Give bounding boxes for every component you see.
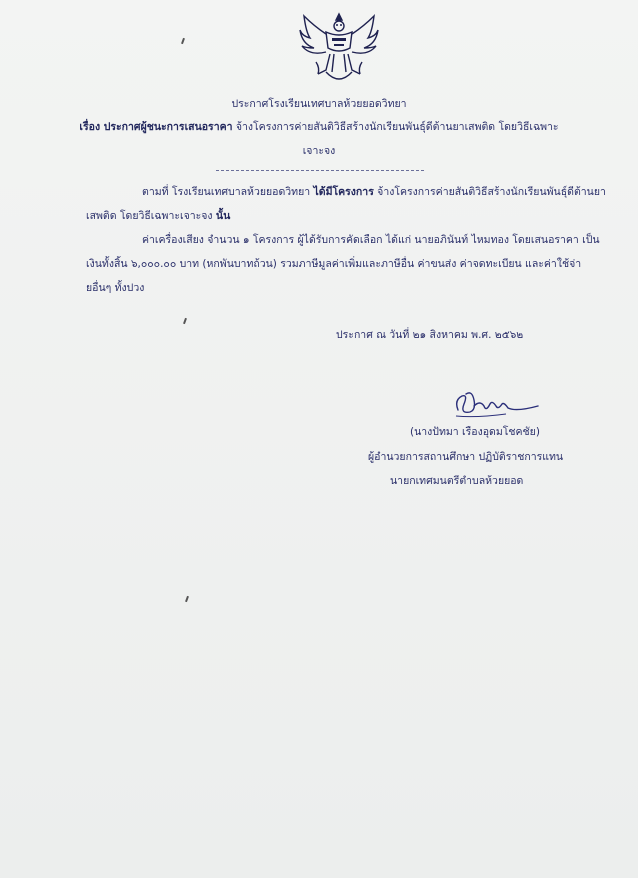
scan-speck (185, 596, 189, 602)
paragraph-2-line-2: เงินทั้งสิ้น ๖,๐๐๐.๐๐ บาท (หกพันบาทถ้วน) รวมภาษีมูลค่าเพิ่มและภาษีอื่น ค่าขนส่ง ค่าจดทะเบียน และค่าใช้จ่า (86, 258, 582, 270)
paragraph-1-line-2 (86, 209, 230, 223)
paragraph-2-line-1: ค่าเครื่องเสียง จำนวน ๑ โครงการ ผู้ได้รับการคัดเลือก ได้แก่ นายอภินันท์ ไหมทอง โดยเสนอราคา เป็น (142, 234, 600, 246)
p1-text-a: ตามที่ โรงเรียนเทศบาลห้วยยอดวิทยา (142, 186, 314, 198)
signer-title-1: ผู้อำนวยการสถานศึกษา ปฏิบัติราชการแทน (368, 451, 564, 463)
divider (216, 170, 424, 171)
signature-image (446, 386, 541, 422)
scan-speck (183, 318, 187, 324)
subject-text: จ้างโครงการค่ายสันติวิธีสร้างนักเรียนพันธุ์ดีต้านยาเสพติด โดยวิธีเฉพาะ (232, 121, 559, 133)
subject-line (0, 120, 638, 134)
signer-title-2: นายกเทศมนตรีตำบลห้วยยอด (390, 475, 524, 487)
org-heading: ประกาศโรงเรียนเทศบาลห้วยยอดวิทยา (231, 98, 407, 110)
signer-name: (นางปัทมา เรืองอุดมโชคชัย) (410, 426, 540, 438)
paragraph-2-line-3: ยอื่นๆ ทั้งปวง (86, 282, 145, 294)
p1-bold-2: นั้น (215, 210, 231, 222)
p1-bold: ได้มีโครงการ (313, 186, 374, 198)
paragraph-1-line-1 (142, 185, 606, 199)
scan-speck (181, 38, 185, 44)
subject-line-2: เจาะจง (302, 145, 336, 157)
subject-label: เรื่อง ประกาศผู้ชนะการเสนอราคา (79, 121, 233, 133)
announce-date: ประกาศ ณ วันที่ ๒๑ สิงหาคม พ.ศ. ๒๕๖๒ (336, 329, 524, 341)
p1-text-b: จ้างโครงการค่ายสันติวิธีสร้างนักเรียนพันธุ์ดีต้านยา (373, 186, 606, 198)
p1-text-c: เสพติด โดยวิธีเฉพาะเจาะจง (86, 210, 216, 222)
garuda-emblem-icon (296, 8, 382, 88)
